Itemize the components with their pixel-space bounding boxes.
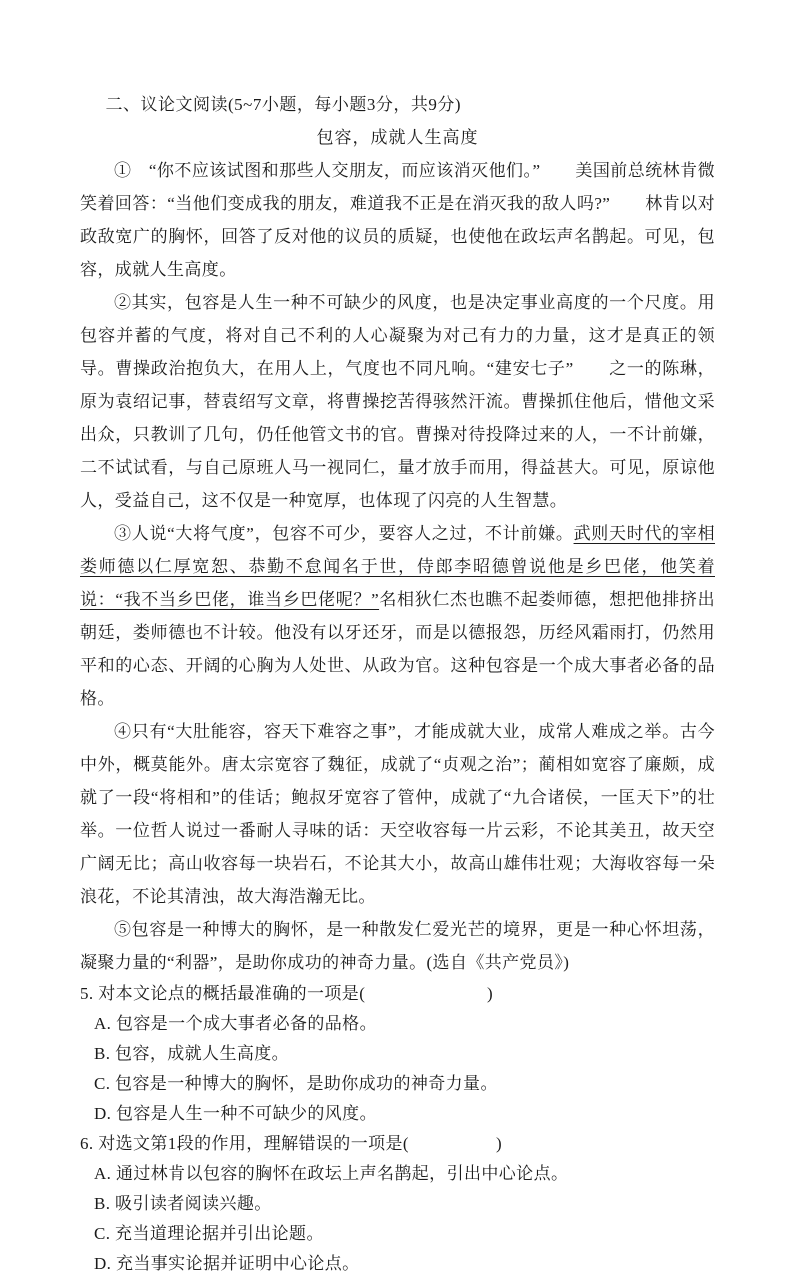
paragraph-3-underlined-text: 武则天时代的宰相娄师德以仁厚宽恕、恭勤不怠闻名于世，侍郎李昭德曾说他是乡巴佬，他笑着说：“我不当乡巴佬，谁当乡巴佬呢？”	[80, 524, 716, 609]
question-6-option-b: B. 吸引读者阅读兴趣。	[94, 1194, 272, 1213]
question-5-stem: 5. 对本文论点的概括最准确的一项是( )	[80, 984, 494, 1003]
question-5-option-b: B. 包容，成就人生高度。	[94, 1044, 290, 1063]
question-5-option-c: C. 包容是一种博大的胸怀，是助你成功的神奇力量。	[94, 1074, 498, 1093]
question-6-option-d: D. 充当事实论据并证明中心论点。	[94, 1254, 360, 1273]
question-5-option-d: D. 包容是人生一种不可缺少的风度。	[94, 1104, 377, 1123]
question-5-option-a: A. 包容是一个成大事者必备的品格。	[94, 1014, 377, 1033]
paragraph-3-after: 名相狄仁杰也瞧不起娄师德，想把他排挤出朝廷，娄师德也不计较。他没有以牙还牙，而是以德报怨，历经风霜雨打，仍然用平和的心态、开阔的心胸为人处世、从政为官。这种包容是一个成大事者必备的品格。	[80, 590, 715, 708]
question-6-stem: 6. 对选文第1段的作用，理解错误的一项是( )	[80, 1134, 503, 1153]
question-6	[80, 1129, 715, 1279]
questions-section	[80, 979, 715, 1279]
paragraph-2: ②其实，包容是人生一种不可缺少的风度，也是决定事业高度的一个尺度。用包容并蓄的气度，将对自己不利的人心凝聚为对己有力的力量，这才是真正的领导。曹操政治抱负大，在用人上，气度也不同凡响。“建安七子” 之一的陈琳，原为袁绍记事，替袁绍写文章，将曹操挖苦得骇然汗流。曹操抓住他后，惜他文采出众，只教训了几句，仍任他管文书的官。曹操对待投降过来的人，一不计前嫌，二不试试看，与自己原班人马一视同仁，量才放手而用，得益甚大。可见，原谅他人，受益自己，这不仅是一种宽厚，也体现了闪亮的人生智慧。	[80, 293, 715, 510]
paragraph-4: ④只有“大肚能容，容天下难容之事”，才能成就大业，成常人难成之举。古今中外，概莫能外。唐太宗宽容了魏征，成就了“贞观之治”；蔺相如宽容了廉颇，成就了一段“将相和”的佳话；鲍叔牙宽容了管仲，成就了“九合诸侯，一匡天下”的壮举。一位哲人说过一番耐人寻味的话：天空收容每一片云彩，不论其美丑，故天空广阔无比；高山收容每一块岩石，不论其大小，故高山雄伟壮观；大海收容每一朵浪花，不论其清浊，故大海浩瀚无比。	[80, 722, 715, 906]
paragraph-3	[80, 517, 715, 715]
paragraph-1: ① “你不应该试图和那些人交朋友，而应该消灭他们。” 美国前总统林肯微笑着回答：“当他们变成我的朋友，难道我不正是在消灭我的敌人吗?” 林肯以对政敌宽广的胸怀，回答了反对他的议员的质疑，也使他在政坛声名鹊起。可见，包容，成就人生高度。	[80, 161, 715, 279]
article-title: 包容，成就人生高度	[316, 128, 479, 147]
question-6-option-c: C. 充当道理论据并引出论题。	[94, 1224, 324, 1243]
section-heading: 二、议论文阅读(5~7小题，每小题3分，共9分)	[105, 95, 462, 114]
paragraph-3-before: ③人说“大将气度”，包容不可少，要容人之过，不计前嫌。	[114, 524, 574, 543]
paragraph-5: ⑤包容是一种博大的胸怀，是一种散发仁爱光芒的境界，更是一种心怀坦荡，凝聚力量的“利器”，是助你成功的神奇力量。(选自《共产党员》)	[80, 920, 715, 972]
question-6-option-a: A. 通过林肯以包容的胸怀在政坛上声名鹊起，引出中心论点。	[94, 1164, 569, 1183]
question-5	[80, 979, 715, 1129]
